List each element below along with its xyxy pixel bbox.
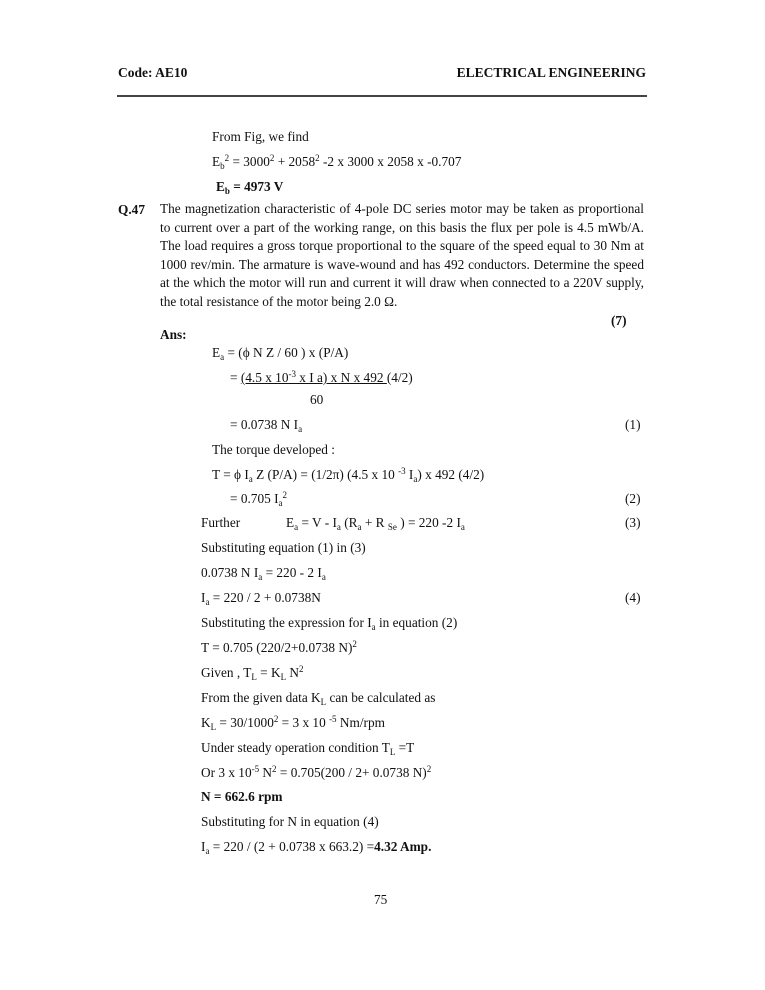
substitution-step-1: Substituting equation (1) in (3): [201, 540, 366, 555]
speed-result: N = 662.6 rpm: [201, 789, 283, 804]
load-torque-given: Given , $T_L = K_L$ $N^2$: [201, 664, 304, 682]
equation-number-2: (2): [625, 491, 641, 506]
ia-expression: $I_a = 220 / 2 + 0.0738N$: [201, 590, 321, 607]
current-result: $I_a = 220 / (2 + 0.0738$ x 663.2) =4.32 Amp.: [201, 839, 432, 856]
eb-result: $E_b = 4973$ V: [216, 179, 284, 196]
further-label: Further: [201, 515, 241, 530]
torque-result: = 0.705 $I_a^2$: [230, 490, 287, 508]
question-text: The magnetization characteristic of 4-pole DC series motor may be taken as proportional to current over a part of the working range, on this basis the flux per pole is 4.5 mWb/A. The load requires a gross torque proportional to the square of the speed equal to 30 Nm at 1000 rev/min. The armature is wave-wound and has 492 conductors. Determine the speed at the which the motor will run and current it will draw when connected to a 220V supply, the total resistance of the motor being 2.0 Ω.: [160, 201, 644, 309]
equation-number-3: (3): [625, 515, 641, 530]
torque-label: The torque developed :: [212, 442, 335, 457]
prev-answer-line: From Fig, we find: [212, 129, 309, 144]
torque-definition: T = ϕ $I_a$ Z (P/A) = (1/2π) (4.5 x 10 $^{-3}$ $I_a$) x 492 (4/2): [212, 466, 485, 484]
kl-calculation-label: From the given data $K_L$ can be calculated as: [201, 690, 436, 707]
document-subject: ELECTRICAL ENGINEERING: [456, 65, 646, 80]
back-emf-equation: $E_a = V - I_a$ ($R_a + R$ $_{Se}$ ) = 220 -2 $I_a$: [286, 515, 465, 532]
ea-substitution-numerator: = (4.5 x $10^{-3}$ x I a) x N x 492 (4/2): [230, 369, 413, 385]
equation-number-4: (4): [625, 590, 641, 605]
ea-result: = 0.0738 N $I_a$: [230, 417, 303, 434]
question-number: Q.47: [118, 202, 145, 217]
eb-squared-equation: $E_b^2 = 3000^2 + 2058^2$ -2 x 3000 x 2058 x -0.707: [212, 153, 462, 171]
substitution-step-3: Substituting for N in equation (4): [201, 814, 379, 829]
ea-substitution-denominator: 60: [310, 392, 324, 407]
kl-value: $K_L = 30/1000^2 = 3$ x 10 $^{-5}$ Nm/rpm: [201, 714, 385, 732]
combined-equation: 0.0738 N $I_a = 220 - 2$ $I_a$: [201, 565, 326, 582]
answer-label: Ans:: [160, 327, 187, 342]
question-marks: (7): [611, 313, 627, 328]
substitution-step-2: Substituting the expression for $I_a$ in equation (2): [201, 615, 458, 632]
header-rule: [117, 95, 647, 97]
steady-condition: Under steady operation condition $T_L =T$: [201, 740, 415, 757]
page-number: 75: [374, 892, 388, 907]
torque-expression: T = 0.705 (220/2+0.0738 N)$^2$: [201, 639, 357, 655]
ea-definition: $E_a = (\phi$ N Z / 60 ) x (P/A): [212, 345, 349, 362]
document-code: Code: AE10: [118, 65, 188, 80]
speed-equation: Or 3 x $10^{-5}$ $N^2 = 0.705(200 / 2+ 0.0738$ N)$^2$: [201, 764, 432, 780]
equation-number-1: (1): [625, 417, 641, 432]
